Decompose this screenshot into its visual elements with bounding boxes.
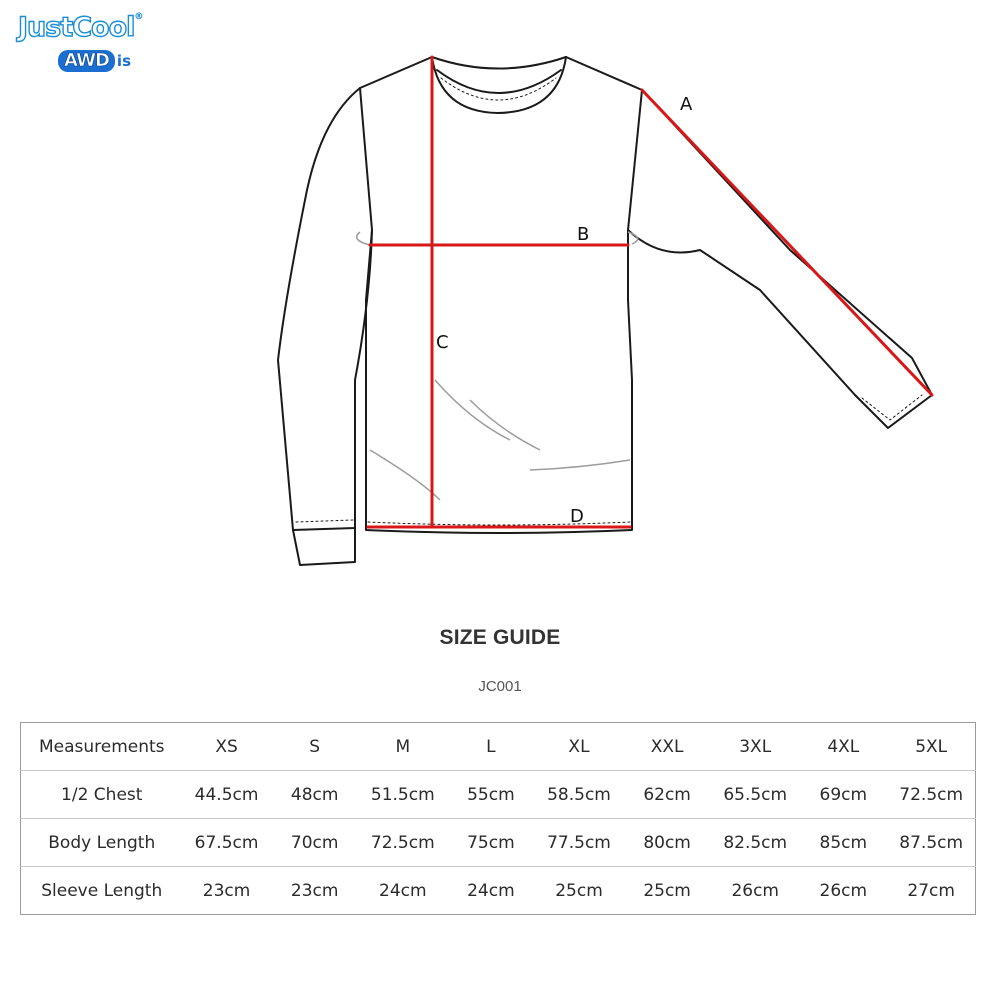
table-row-chest — [21, 771, 976, 819]
table-cell: 75cm — [447, 819, 535, 867]
logo-awd-mark: AWD — [58, 50, 115, 72]
size-table — [20, 722, 976, 915]
table-cell: 87.5cm — [887, 819, 975, 867]
header-size: XS — [183, 723, 271, 771]
header-size: XXL — [623, 723, 711, 771]
table-cell: 65.5cm — [711, 771, 799, 819]
header-measurements: Measurements — [21, 723, 183, 771]
table-cell: 25cm — [623, 867, 711, 915]
table-cell: 48cm — [271, 771, 359, 819]
row-label: 1/2 Chest — [21, 771, 183, 819]
measure-label-b: B — [577, 224, 590, 245]
table-cell: 62cm — [623, 771, 711, 819]
header-size: 5XL — [887, 723, 975, 771]
table-cell: 58.5cm — [535, 771, 623, 819]
measure-line-a — [642, 90, 932, 395]
table-cell: 72.5cm — [887, 771, 975, 819]
table-cell: 44.5cm — [183, 771, 271, 819]
table-row-body-length — [21, 819, 976, 867]
table-cell: 23cm — [183, 867, 271, 915]
table-cell: 25cm — [535, 867, 623, 915]
header-size: S — [271, 723, 359, 771]
size-guide-title: SIZE GUIDE — [439, 626, 561, 649]
measure-label-c: C — [436, 332, 449, 353]
table-cell: 23cm — [271, 867, 359, 915]
measure-label-d: D — [570, 506, 584, 527]
table-cell: 26cm — [799, 867, 887, 915]
table-cell: 80cm — [623, 819, 711, 867]
table-cell: 77.5cm — [535, 819, 623, 867]
row-label: Sleeve Length — [21, 867, 183, 915]
table-header-row — [21, 723, 976, 771]
logo-awd-suffix: is — [116, 52, 131, 70]
table-cell: 24cm — [447, 867, 535, 915]
fabric-folds — [357, 232, 638, 500]
table-cell: 26cm — [711, 867, 799, 915]
row-label: Body Length — [21, 819, 183, 867]
table-cell: 85cm — [799, 819, 887, 867]
table-cell: 67.5cm — [183, 819, 271, 867]
table-cell: 24cm — [359, 867, 447, 915]
header-size: XL — [535, 723, 623, 771]
table-cell: 82.5cm — [711, 819, 799, 867]
table-cell: 70cm — [271, 819, 359, 867]
header-size: 3XL — [711, 723, 799, 771]
measure-lines — [368, 57, 932, 527]
header-size: 4XL — [799, 723, 887, 771]
header-size: M — [359, 723, 447, 771]
table-cell: 51.5cm — [359, 771, 447, 819]
table-cell: 72.5cm — [359, 819, 447, 867]
product-code: JC001 — [478, 678, 522, 695]
table-row-sleeve-length — [21, 867, 976, 915]
header-size: L — [447, 723, 535, 771]
logo-justcool: JustCool® — [18, 12, 143, 43]
measure-label-a: A — [680, 94, 693, 115]
table-cell: 69cm — [799, 771, 887, 819]
tshirt-outline — [278, 57, 932, 565]
table-cell: 27cm — [887, 867, 975, 915]
table-cell: 55cm — [447, 771, 535, 819]
